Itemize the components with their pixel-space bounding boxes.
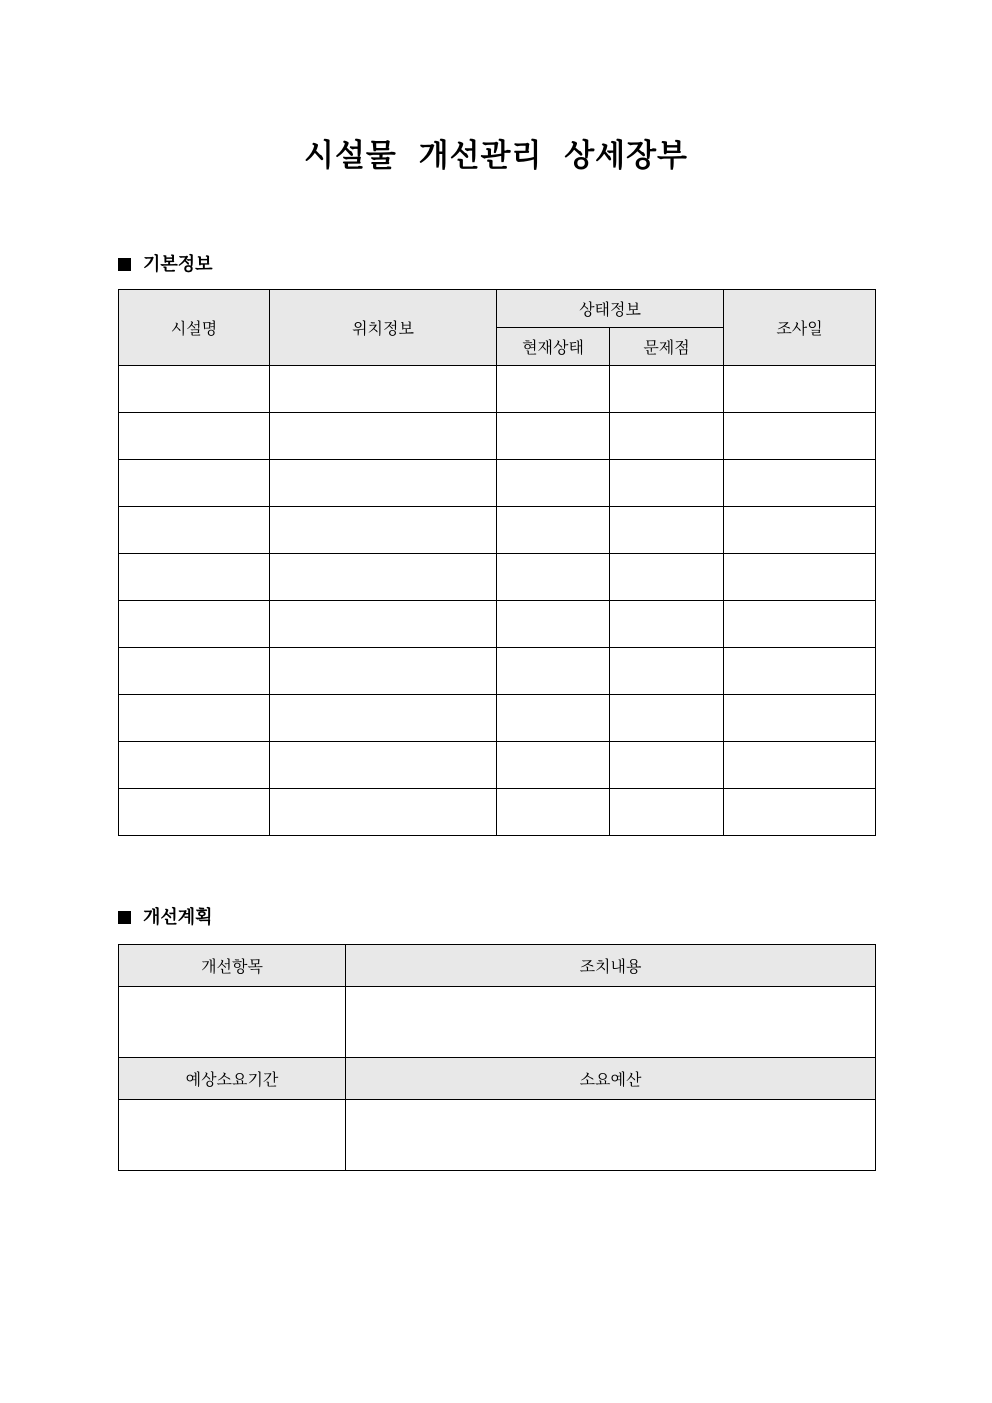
table-row [119, 460, 876, 507]
survey-date-cell[interactable] [724, 460, 876, 507]
current-status-cell[interactable] [497, 789, 610, 836]
section-heading-improvement-plan [118, 905, 213, 931]
facility-name-cell[interactable] [119, 507, 270, 554]
section-heading-basic-info [118, 252, 213, 278]
problem-cell[interactable] [610, 695, 724, 742]
header-status-info: 상태정보 [497, 290, 724, 328]
table-row [119, 554, 876, 601]
location-cell[interactable] [270, 648, 497, 695]
survey-date-cell[interactable] [724, 648, 876, 695]
problem-cell[interactable] [610, 366, 724, 413]
header-current-status: 현재상태 [497, 328, 610, 366]
table-row [119, 742, 876, 789]
facility-name-cell[interactable] [119, 789, 270, 836]
location-cell[interactable] [270, 413, 497, 460]
survey-date-cell[interactable] [724, 742, 876, 789]
survey-date-cell[interactable] [724, 601, 876, 648]
survey-date-cell[interactable] [724, 413, 876, 460]
survey-date-cell[interactable] [724, 507, 876, 554]
problem-cell[interactable] [610, 554, 724, 601]
problem-cell[interactable] [610, 413, 724, 460]
facility-name-cell[interactable] [119, 695, 270, 742]
square-bullet-icon [118, 911, 131, 924]
facility-name-cell[interactable] [119, 742, 270, 789]
current-status-cell[interactable] [497, 648, 610, 695]
location-cell[interactable] [270, 789, 497, 836]
table-row [119, 648, 876, 695]
header-expected-period: 예상소요기간 [119, 1058, 346, 1100]
survey-date-cell[interactable] [724, 554, 876, 601]
location-cell[interactable] [270, 601, 497, 648]
header-improvement-item: 개선항목 [119, 945, 346, 987]
current-status-cell[interactable] [497, 695, 610, 742]
problem-cell[interactable] [610, 648, 724, 695]
header-location: 위치정보 [270, 290, 497, 366]
survey-date-cell[interactable] [724, 789, 876, 836]
table-row [119, 413, 876, 460]
table-row [119, 987, 876, 1058]
location-cell[interactable] [270, 695, 497, 742]
survey-date-cell[interactable] [724, 366, 876, 413]
facility-name-cell[interactable] [119, 413, 270, 460]
header-facility-name: 시설명 [119, 290, 270, 366]
location-cell[interactable] [270, 460, 497, 507]
problem-cell[interactable] [610, 507, 724, 554]
location-cell[interactable] [270, 507, 497, 554]
current-status-cell[interactable] [497, 742, 610, 789]
header-problem: 문제점 [610, 328, 724, 366]
location-cell[interactable] [270, 554, 497, 601]
expected-period-cell[interactable] [119, 1100, 346, 1171]
header-survey-date: 조사일 [724, 290, 876, 366]
action-content-cell[interactable] [346, 987, 876, 1058]
survey-date-cell[interactable] [724, 695, 876, 742]
table-row [119, 695, 876, 742]
header-budget: 소요예산 [346, 1058, 876, 1100]
table-row [119, 789, 876, 836]
facility-name-cell[interactable] [119, 366, 270, 413]
problem-cell[interactable] [610, 460, 724, 507]
facility-name-cell[interactable] [119, 648, 270, 695]
table-row [119, 1100, 876, 1171]
section-heading-label: 개선계획 [143, 907, 213, 928]
facility-name-cell[interactable] [119, 601, 270, 648]
table-row [119, 601, 876, 648]
header-action-content: 조치내용 [346, 945, 876, 987]
current-status-cell[interactable] [497, 413, 610, 460]
current-status-cell[interactable] [497, 507, 610, 554]
facility-name-cell[interactable] [119, 554, 270, 601]
problem-cell[interactable] [610, 789, 724, 836]
problem-cell[interactable] [610, 742, 724, 789]
facility-name-cell[interactable] [119, 460, 270, 507]
current-status-cell[interactable] [497, 601, 610, 648]
problem-cell[interactable] [610, 601, 724, 648]
section-heading-label: 기본정보 [143, 254, 213, 275]
improvement-plan-table [118, 944, 876, 1171]
budget-cell[interactable] [346, 1100, 876, 1171]
table-row [119, 507, 876, 554]
location-cell[interactable] [270, 742, 497, 789]
current-status-cell[interactable] [497, 366, 610, 413]
table-row [119, 366, 876, 413]
page-title: 시설물 개선관리 상세장부 [304, 138, 688, 174]
current-status-cell[interactable] [497, 554, 610, 601]
basic-info-table [118, 289, 876, 836]
square-bullet-icon [118, 258, 131, 271]
current-status-cell[interactable] [497, 460, 610, 507]
location-cell[interactable] [270, 366, 497, 413]
improvement-item-cell[interactable] [119, 987, 346, 1058]
